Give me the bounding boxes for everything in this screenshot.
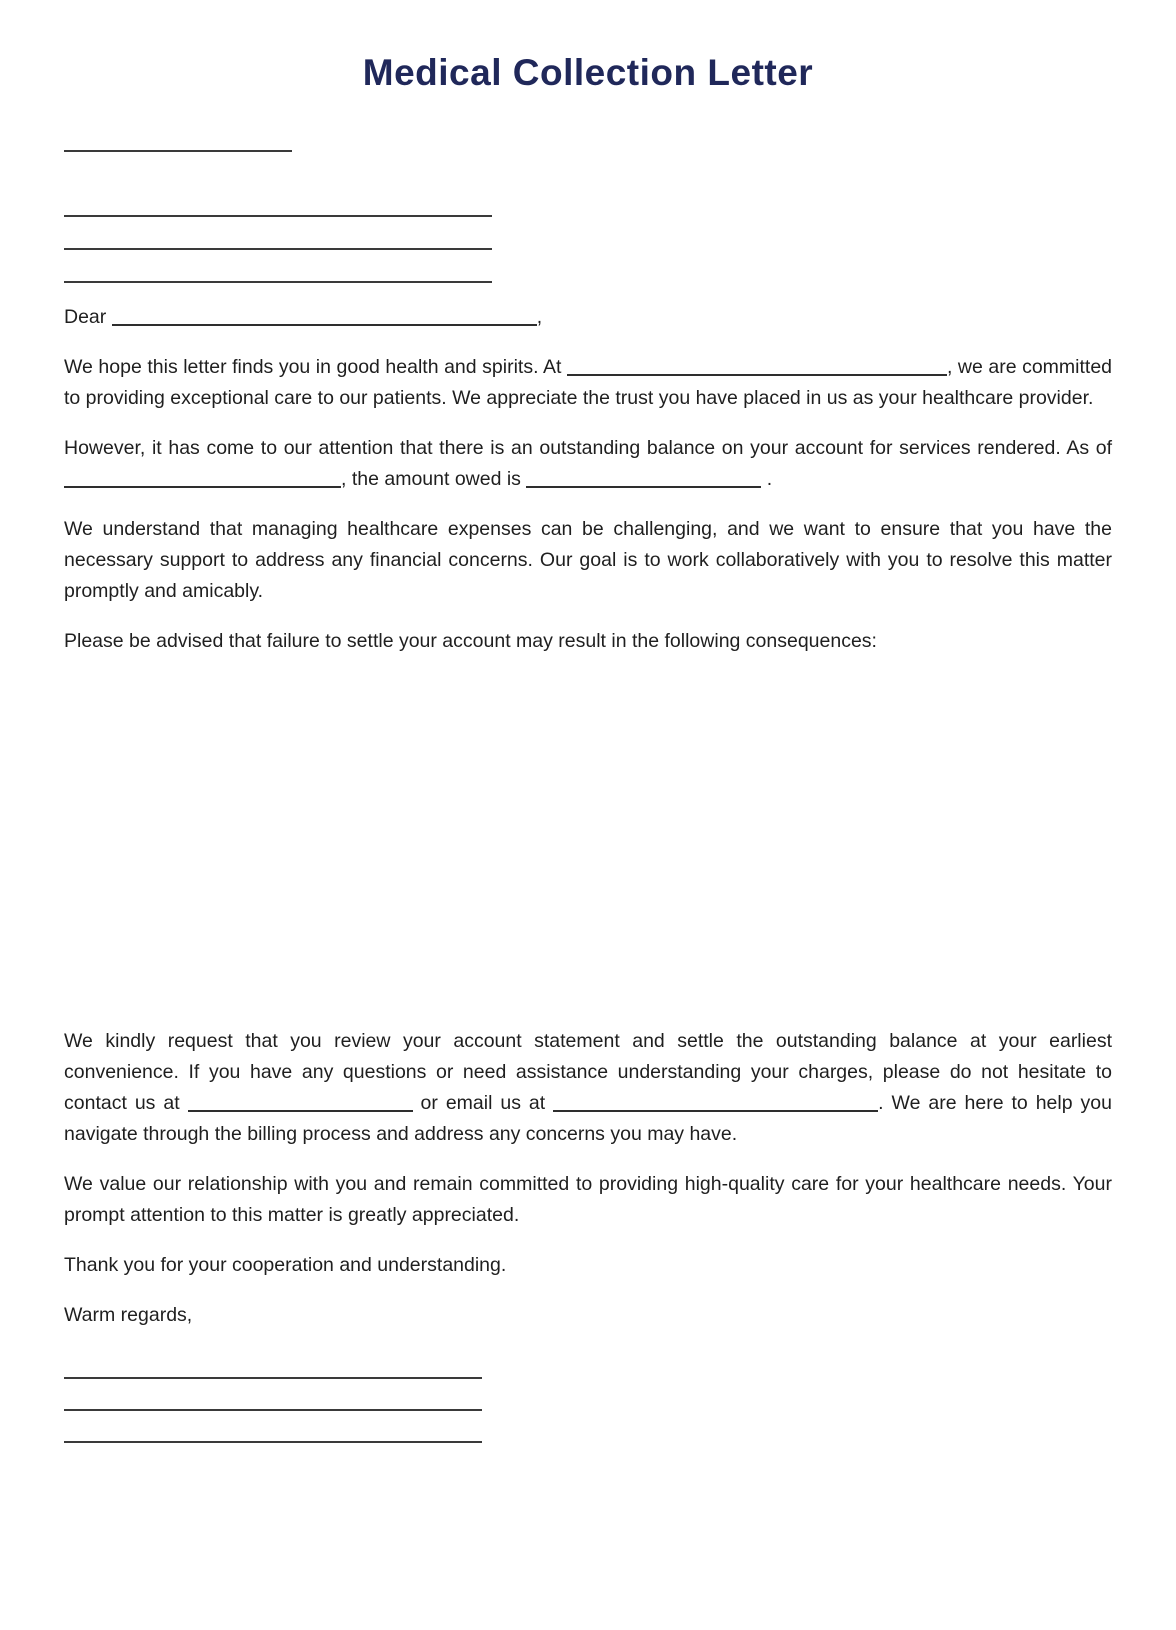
consequences-intro-paragraph: Please be advised that failure to settle your account may result in the following consequences: (64, 630, 877, 652)
consequences-blank-space (64, 657, 1112, 1007)
date-blank-line[interactable] (64, 150, 292, 152)
opening-paragraph (64, 352, 1112, 414)
request-text-after: . We are here to help you navigate through the billing process and address any concerns you may have. (64, 1092, 1112, 1145)
address-blank-line-2[interactable] (64, 248, 492, 250)
request-text-middle: or email us at (420, 1092, 546, 1114)
request-paragraph (64, 1026, 1112, 1150)
closing-line: Warm regards, (64, 1304, 193, 1326)
signature-blank-line-3[interactable] (64, 1441, 482, 1443)
amount-owed-blank[interactable] (526, 472, 761, 488)
greeting-suffix: , (536, 306, 543, 328)
balance-date-blank[interactable] (64, 472, 341, 488)
signature-blank-line-1[interactable] (64, 1377, 482, 1379)
opening-text-before: We hope this letter finds you in good health and spirits. At (64, 356, 562, 378)
greeting-prefix: Dear (64, 306, 107, 328)
phone-number-blank[interactable] (188, 1096, 413, 1112)
address-blank-line-1[interactable] (64, 215, 492, 217)
balance-text-before: However, it has come to our attention that there is an outstanding balance on your account for services rendered. As of (64, 437, 1112, 459)
page-title: Medical Collection Letter (362, 52, 814, 93)
email-address-blank[interactable] (553, 1096, 878, 1112)
greeting-line (64, 302, 1112, 333)
request-text-before: We kindly request that you review your account statement and settle the outstanding balance at your earliest convenience. If you have any questions or need assistance understanding your charges, please do not hesitate to contact us at (64, 1030, 1112, 1114)
support-paragraph: We understand that managing healthcare expenses can be challenging, and we want to ensure that you have the necessary support to address any financial concerns. Our goal is to work collaboratively with you to resolve this matter promptly and amicably. (64, 518, 1112, 602)
facility-name-blank[interactable] (567, 360, 947, 376)
address-blank-line-3[interactable] (64, 281, 492, 283)
balance-text-middle: , the amount owed is (341, 468, 521, 490)
opening-text-after: , we are committed to providing exceptional care to our patients. We appreciate the trust you have placed in us as your healthcare provider. (64, 356, 1113, 409)
thanks-paragraph: Thank you for your cooperation and understanding. (64, 1254, 507, 1276)
recipient-name-blank[interactable] (112, 310, 537, 326)
signature-blank-line-2[interactable] (64, 1409, 482, 1411)
balance-text-after: . (766, 468, 773, 490)
balance-paragraph (64, 433, 1112, 495)
value-paragraph: We value our relationship with you and remain committed to providing high-quality care for your healthcare needs. Your prompt attention to this matter is greatly appreciated. (64, 1173, 1112, 1226)
